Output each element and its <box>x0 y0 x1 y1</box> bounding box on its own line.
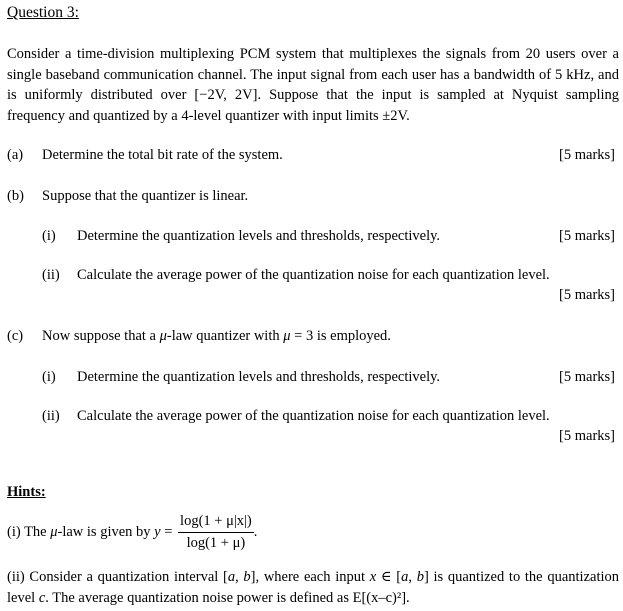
hint-2: (ii) Consider a quantization interval [a, b], where each input x ∈ [a, b] is quantized to the quantization level c. The average quantization noise power is defined as E[(x–c)²]. <box>7 569 619 606</box>
part-b-text: Suppose that the quantizer is linear. <box>42 188 249 204</box>
part-b <box>7 188 249 205</box>
part-c-i-label: (i) <box>42 369 56 385</box>
part-b-i <box>42 228 441 245</box>
hint-2-label: (ii) <box>7 569 25 585</box>
question-intro: Consider a time-division multiplexing PCM system that multiplexes the signals from 20 users over a single baseband communication channel. The input signal from each user has a bandwidth of 5 kHz, and is uniformly distributed over [−2V, 2V]. Suppose that the input is sampled at Nyquist sampling frequency and quantized by a 4-level quantizer with input limits ±2V. <box>7 46 619 124</box>
hints-title: Hints: <box>7 484 46 500</box>
hint-1-label: (i) <box>7 523 21 540</box>
part-b-i-text: Determine the quantization levels and thresholds, respectively. <box>77 228 441 244</box>
part-c-i-text: Determine the quantization levels and thresholds, respectively. <box>77 369 441 385</box>
part-c-label: (c) <box>7 328 24 344</box>
part-b-ii-text: Calculate the average power of the quantization noise for each quantization level. <box>77 267 550 283</box>
part-b-label: (b) <box>7 188 24 204</box>
part-c-ii-marks: [5 marks] <box>559 428 615 444</box>
part-a-label: (a) <box>7 147 24 163</box>
part-c-ii-label: (ii) <box>42 408 60 424</box>
part-c-text: Now suppose that a μ-law quantizer with μ = 3 is employed. <box>42 328 391 344</box>
part-a-text: Determine the total bit rate of the system. <box>42 147 283 163</box>
part-a-marks: [5 marks] <box>559 147 615 163</box>
part-b-ii-label: (ii) <box>42 267 60 283</box>
fraction-numerator: log(1 + μ|x|) <box>178 513 254 533</box>
mu-symbol: μ <box>159 328 167 344</box>
mu-symbol: μ <box>283 328 291 344</box>
part-b-ii <box>42 267 550 284</box>
part-b-i-marks: [5 marks] <box>559 228 615 244</box>
part-c-i-marks: [5 marks] <box>559 369 615 385</box>
part-c-ii <box>42 408 550 425</box>
question-title: Question 3: <box>7 4 79 21</box>
mu-law-fraction <box>178 513 254 552</box>
part-a <box>7 147 283 164</box>
part-c <box>7 328 391 345</box>
fraction-denominator: log(1 + μ) <box>186 535 246 551</box>
hint-1: (i) The μ-law is given by y = $\frac{\log(1 + \mu|x|)}{\log(1 + \mu)}$ . <box>7 513 258 551</box>
part-c-i <box>42 369 441 386</box>
part-b-i-label: (i) <box>42 228 56 244</box>
part-b-ii-marks: [5 marks] <box>559 287 615 303</box>
mu-symbol: μ <box>50 523 58 540</box>
part-c-ii-text: Calculate the average power of the quantization noise for each quantization level. <box>77 408 550 424</box>
